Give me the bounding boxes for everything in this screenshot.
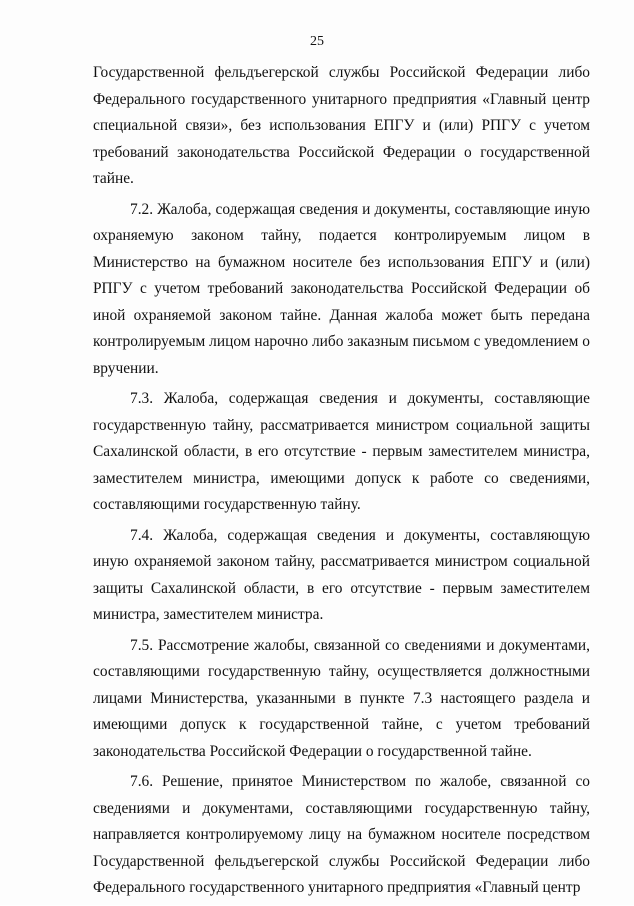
paragraph-7-6: 7.6. Решение, принятое Министерством по жалобе, связанной со сведениями и документами, составляющими государственную тайну, направляется контролируемому лицу на бумажном носителе посредством Государственной фельдъегерской службы Российской Федерации либо Федерального государственного унитарного предприятия «Главный центр <box>93 773 590 896</box>
paragraph-7-3: 7.3. Жалоба, содержащая сведения и документы, составляющие государственную тайну, рассматривается министром социальной защиты Сахалинской области, в его отсутствие - первым заместителем министра, заместителем министра, имеющими допуск к работе со сведениями, составляющими государственную тайну. <box>93 390 590 513</box>
page-number: 25 <box>310 34 324 49</box>
paragraph-7-5: 7.5. Рассмотрение жалобы, связанной со сведениями и документами, составляющими государственную тайну, осуществляется должностными лицами Министерства, указанными в пункте 7.3 настоящего раздела и имеющими допуск к государственной тайне, с учетом требований законодательства Российской Федерации о государственной тайне. <box>93 636 590 760</box>
paragraph-7-4: 7.4. Жалоба, содержащая сведения и документы, составляющую иную охраняемой законом тайну, рассматривается министром социальной защиты Сахалинской области, в его отсутствие - первым заместителем министра, заместителем министра. <box>93 526 590 623</box>
document-body <box>93 60 590 906</box>
paragraph-continuation: Государственной фельдъегерской службы Российской Федерации либо Федерального государственного унитарного предприятия «Главный центр специальной связи», без использования ЕПГУ и (или) РПГУ с учетом требований законодательства Российской Федерации о государственной тайне. <box>93 64 590 187</box>
paragraph-7-2: 7.2. Жалоба, содержащая сведения и документы, составляющие иную охраняемую законом тайну, подается контролируемым лицом в Министерство на бумажном носителе без использования ЕПГУ и (или) РПГУ с учетом требований законодательства Российской Федерации об иной охраняемой законом тайне. Данная жалоба может быть передана контролируемым лицом нарочно либо заказным письмом с уведомлением о вручении. <box>93 200 590 377</box>
